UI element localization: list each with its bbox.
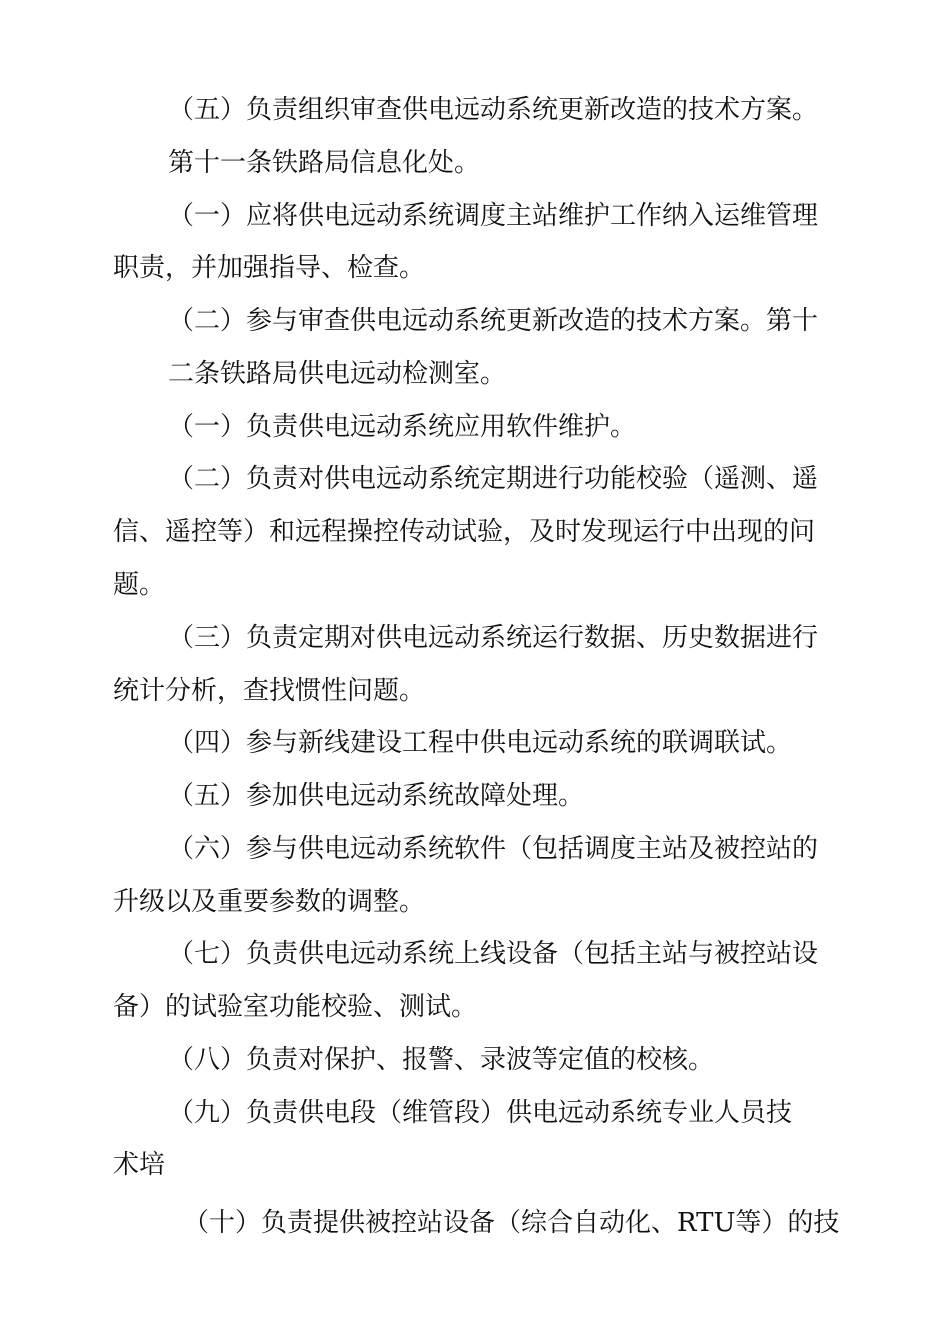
paragraph-line: 职责，并加强指导、检查。 [113,253,426,283]
paragraph-line: （四）参与新线建设工程中供电远动系统的联调联试。 [168,728,793,758]
paragraph-line: （二）参与审查供电远动系统更新改造的技术方案。第十 [168,306,819,336]
paragraph-line: （六）参与供电远动系统软件（包括调度主站及被控站的 [168,834,819,864]
paragraph-line: 第十一条铁路局信息化处。 [168,148,481,178]
paragraph-line: （二）负责对供电远动系统定期进行功能校验（遥测、遥 [168,464,819,494]
paragraph-line: （九）负责供电段（维管段）供电远动系统专业人员技 [168,1098,793,1128]
paragraph-line: （一）负责供电远动系统应用软件维护。 [168,412,637,442]
paragraph-line: （七）负责供电远动系统上线设备（包括主站与被控站设 [168,939,819,969]
paragraph-line: 信、遥控等）和远程操控传动试验，及时发现运行中出现的问 [113,517,816,547]
paragraph-line: 二条铁路局供电远动检测室。 [168,359,507,389]
paragraph-line: 备）的试验室功能校验、测试。 [113,992,478,1022]
paragraph-line: （一）应将供电远动系统调度主站维护工作纳入运维管理 [168,201,819,231]
paragraph-line: （五）负责组织审查供电远动系统更新改造的技术方案。 [168,95,819,125]
paragraph-line: （三）负责定期对供电远动系统运行数据、历史数据进行 [168,623,819,653]
paragraph-line: （十）负责提供被控站设备（综合自动化、RTU等）的技 [183,1208,840,1238]
paragraph-line: （八）负责对保护、报警、录波等定值的校核。 [168,1045,715,1075]
paragraph-line: 统计分析，查找惯性问题。 [113,676,426,706]
paragraph-line: 术培 [113,1150,166,1180]
paragraph-line: 升级以及重要参数的调整。 [113,887,426,917]
paragraph-line: 题。 [113,570,166,600]
paragraph-line: （五）参加供电远动系统故障处理。 [168,781,585,811]
